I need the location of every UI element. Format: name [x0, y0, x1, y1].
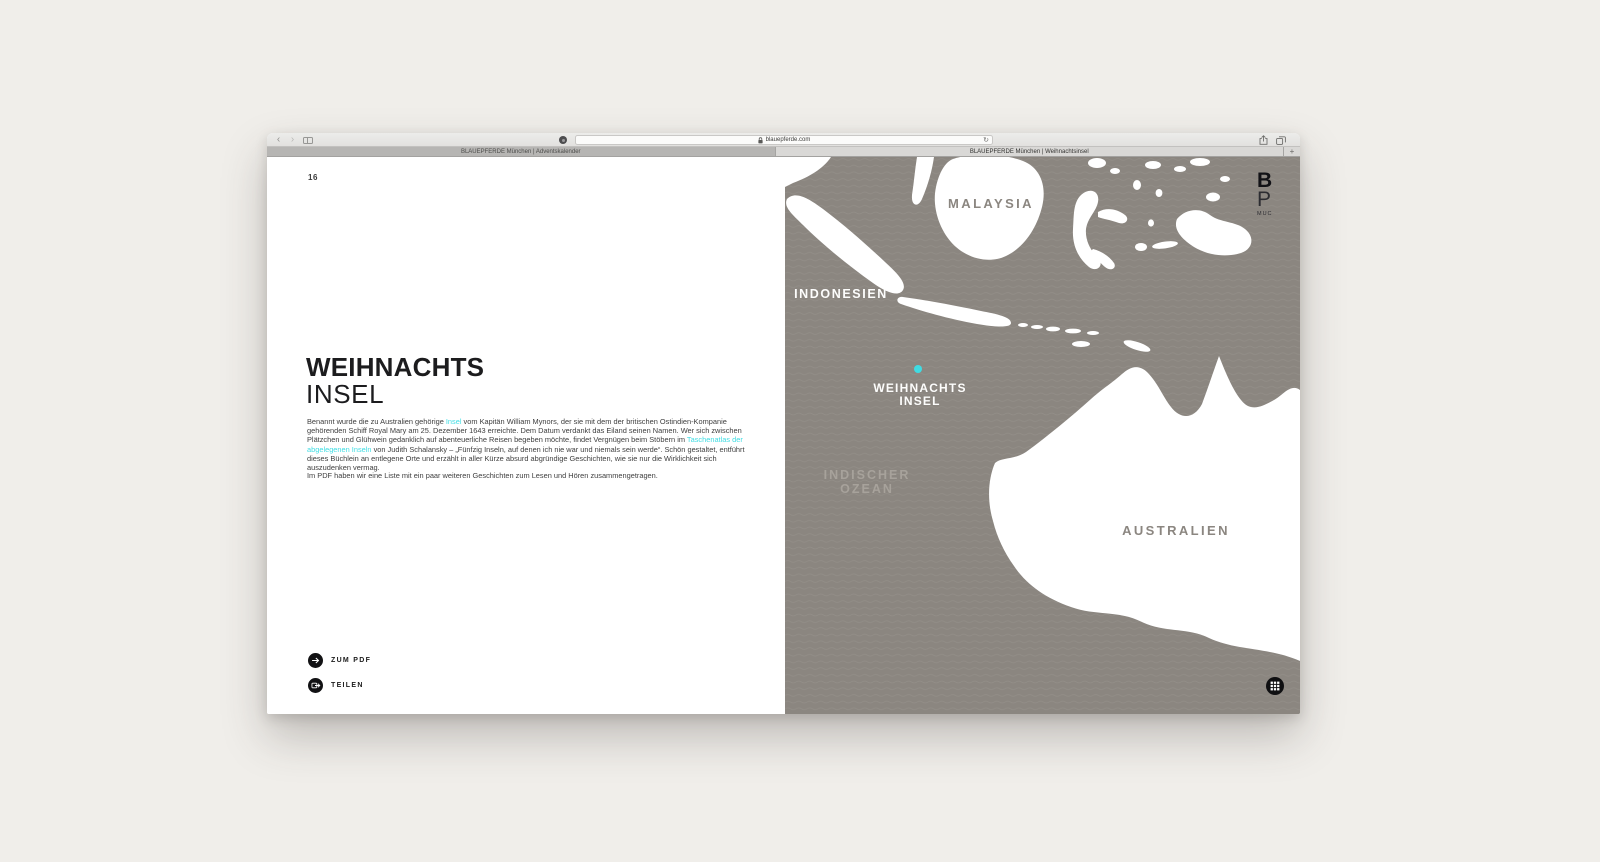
url-text: blauepferde.com: [765, 137, 811, 143]
christmas-island-marker[interactable]: [914, 365, 922, 373]
body-paragraph: Benannt wurde die zu Australien gehörige Insel vom Kapitän William Mynors, der sie mit dem der britischen Ostindien-Kompanie gehörenden Schiff Royal Mary am 25. Dezember 1643 erreichte. Dem Datum verdankt das Eiland seinen Namen. Wer sich zwischen Plätzchen und Glühwein gedanklich auf abenteuerliche Reisen begeben möchte, findet Vergnügen beim Stöbern im Taschenatlas der abgelegenen Inseln von Judith Schalansky – „Fünfzig Inseln, auf denen ich nie war und niemals sein werde“. Schön gestaltet, entführt dieses Büchlein an entlegene Orte und erzählt in aller Kürze absurd abgründige Geschichten, wie sie nur die Wirklichkeit sich auszudenken vermag.: [307, 417, 745, 473]
tab-weihnachtsinsel[interactable]: BLAUEPFERDE München | Weihnachtsinsel: [776, 147, 1285, 156]
lock-icon: [758, 137, 763, 144]
insel-link[interactable]: Insel: [445, 417, 462, 426]
map-graphic: [785, 157, 1300, 714]
pdf-note-paragraph: Im PDF haben wir eine Liste mit ein paar weiteren Geschichten zum Lesen und Hören zusammengetragen.: [307, 471, 658, 480]
zum-pdf-button[interactable]: [308, 652, 371, 668]
bp-muc-logo[interactable]: B P MUC: [1257, 169, 1273, 217]
zum-pdf-label: ZUM PDF: [331, 656, 372, 664]
label-weihnachtsinsel: WEIHNACHTS INSEL: [873, 381, 967, 408]
back-button[interactable]: ‹: [276, 134, 281, 145]
page-title: [306, 354, 484, 408]
share-export-icon: [308, 678, 323, 693]
address-bar[interactable]: [575, 135, 993, 145]
taschenatlas-link[interactable]: Taschenatlas der abgelegenen Inseln: [307, 435, 743, 454]
arrow-right-icon: [308, 653, 323, 668]
teilen-label: TEILEN: [331, 681, 364, 689]
teilen-button[interactable]: [308, 677, 364, 693]
forward-button[interactable]: ›: [290, 134, 295, 145]
tab-overview-button[interactable]: [1276, 136, 1286, 145]
browser-toolbar: [267, 133, 1300, 147]
tab-adventskalender[interactable]: BLAUEPFERDE München | Adventskalender: [267, 147, 776, 156]
label-indonesien: INDONESIEN: [794, 287, 888, 301]
label-malaysia: MALAYSIA: [948, 196, 1034, 211]
new-tab-button[interactable]: +: [1284, 147, 1300, 156]
page-number: 16: [308, 173, 319, 182]
reload-button[interactable]: ↻: [983, 137, 989, 144]
browser-window: [267, 133, 1300, 714]
page-title-line2: INSEL: [306, 379, 385, 409]
label-australien: AUSTRALIEN: [1122, 523, 1230, 538]
web-page: [267, 157, 1300, 714]
share-button[interactable]: [1259, 135, 1268, 145]
grid-icon: [1270, 681, 1280, 691]
extension-icon[interactable]: [559, 136, 567, 144]
tab-bar: [267, 147, 1300, 157]
overview-grid-button[interactable]: [1266, 677, 1284, 695]
map-panel: [785, 157, 1300, 714]
sidebar-icon[interactable]: [303, 137, 313, 144]
label-indischer-ozean: INDISCHER OZEAN: [823, 468, 911, 496]
text-panel: [267, 157, 785, 714]
page-title-line1: WEIHNACHTS: [306, 352, 485, 382]
